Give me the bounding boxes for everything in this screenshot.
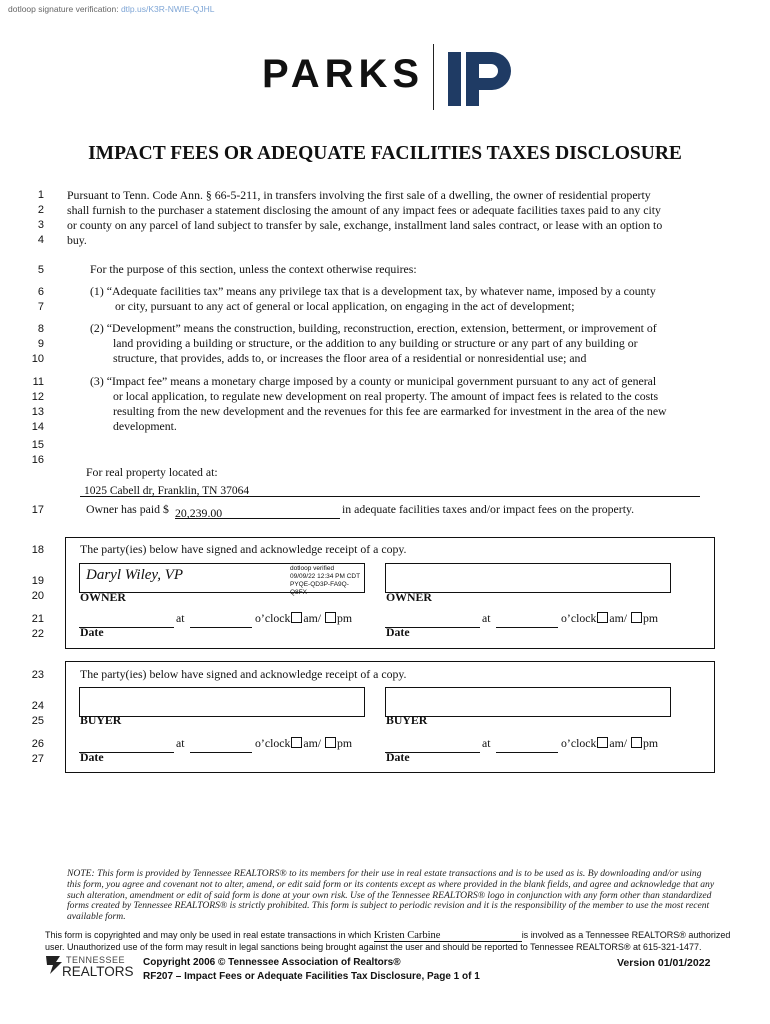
logo-tennessee: TENNESSEE xyxy=(66,955,126,965)
am-label: am/ xyxy=(303,736,322,750)
line-number: 18 xyxy=(31,544,44,556)
line-number: 12 xyxy=(31,391,44,403)
owner-time-field-2[interactable] xyxy=(496,614,558,628)
line-number: 10 xyxy=(31,353,44,365)
buyer-label-2: BUYER xyxy=(386,713,428,727)
definition-impact-fee xyxy=(90,374,710,434)
line-number: 13 xyxy=(31,406,44,418)
at-label: at xyxy=(482,611,491,625)
line-number: 11 xyxy=(32,376,44,388)
am-label: am/ xyxy=(609,736,628,750)
line-number: 19 xyxy=(31,575,44,587)
owner-signature: Daryl Wiley, VP xyxy=(86,567,184,583)
pm-checkbox[interactable] xyxy=(631,612,642,623)
definition-line: (1) “Adequate facilities tax” means any privilege tax that is a development tax, by whatever name, imposed by a county xyxy=(90,284,656,298)
statute-line: Pursuant to Tenn. Code Ann. § 66-5-211, in transfers involving the first sale of a dwelling, the owner of residential property xyxy=(67,188,651,202)
verification-label: dotloop signature verification: xyxy=(8,4,119,14)
brand-logo-icon xyxy=(446,50,516,108)
definition-line: development. xyxy=(113,419,177,433)
buyer-time-field-1[interactable] xyxy=(190,739,252,753)
line-number: 4 xyxy=(37,234,44,246)
date-label: Date xyxy=(80,750,104,764)
pm-label: pm xyxy=(337,611,353,625)
tennessee-realtors-logo-icon xyxy=(44,952,64,976)
licensee-name: Kristen Carbine xyxy=(373,930,441,941)
copyright: Copyright 2006 © Tennessee Association of Realtors® xyxy=(143,957,401,968)
brand-name: PARKS xyxy=(262,52,425,96)
logo-realtors: REALTORS xyxy=(62,964,134,979)
owner-time-field-1[interactable] xyxy=(190,614,252,628)
line-number: 20 xyxy=(31,590,44,602)
line-number: 26 xyxy=(31,738,44,750)
definition-line: land providing a building or structure, or the addition to any building or structure or any part of any building or xyxy=(113,336,638,350)
definitions-intro: For the purpose of this section, unless the context otherwise requires: xyxy=(90,262,417,276)
line-number: 21 xyxy=(31,613,44,625)
oclock-label: o’clock xyxy=(561,611,597,625)
pm-checkbox[interactable] xyxy=(631,737,642,748)
line-number: 1 xyxy=(37,189,44,201)
owner-ack-text: The party(ies) below have signed and acknowledge receipt of a copy. xyxy=(80,542,407,556)
line-number: 14 xyxy=(31,421,44,433)
am-checkbox[interactable] xyxy=(291,737,302,748)
usage-statement xyxy=(45,930,735,953)
verification-link[interactable]: dtlp.us/K3R-NWIE-QJHL xyxy=(120,4,215,14)
page-title: IMPACT FEES OR ADEQUATE FACILITIES TAXES DISCLOSURE xyxy=(88,143,682,164)
owner-paid-amount: 20,239.00 xyxy=(175,506,223,520)
pm-checkbox[interactable] xyxy=(325,737,336,748)
line-number: 9 xyxy=(37,338,44,350)
time-ampm-1 xyxy=(255,611,352,626)
at-label: at xyxy=(176,736,185,750)
line-number: 25 xyxy=(31,715,44,727)
dotloop-verified-stamp xyxy=(290,565,364,597)
line-number: 3 xyxy=(37,219,44,231)
oclock-label: o’clock xyxy=(255,736,291,750)
licensee-field[interactable] xyxy=(374,930,522,942)
am-checkbox[interactable] xyxy=(597,612,608,623)
property-address-value: 1025 Cabell dr, Franklin, TN 37064 xyxy=(84,485,250,497)
owner-paid-amount-field[interactable] xyxy=(175,504,340,519)
property-address-field[interactable] xyxy=(80,481,700,497)
time-ampm-3 xyxy=(255,736,352,751)
pm-label: pm xyxy=(643,736,659,750)
legal-note: NOTE: This form is provided by Tennessee REALTORS® to its members for their use in real estate transactions and is to be used as is. By downloading and/or using this form, you agree and covenant not to alter, amend, or edit said form or its contents except as where provided in the blank fields, and agree and acknowledge that any such alteration, amendment or edit of said form is done at your own risk. Use of the Tennessee REALTORS® logo in conjunction with any form other than standardized forms created by Tennessee REALTORS® is strictly prohibited. This form is subject to periodic revision and it is the responsibility of the member to use the most recent available form. xyxy=(67,868,715,923)
time-ampm-4 xyxy=(561,736,658,751)
oclock-label: o’clock xyxy=(561,736,597,750)
version: Version 01/01/2022 xyxy=(617,957,711,969)
definition-line: (3) “Impact fee” means a monetary charge imposed by a county or municipal government pursuant to any act of general xyxy=(90,374,657,388)
buyer-label-1: BUYER xyxy=(80,713,122,727)
line-number: 15 xyxy=(31,439,44,451)
definition-line: resulting from the new development and the revenues for this fee are earmarked for investment in the area of the new xyxy=(113,404,667,418)
am-checkbox[interactable] xyxy=(291,612,302,623)
buyer-signature-box-2[interactable] xyxy=(385,687,671,717)
definition-line: or local application, to regulate new development on real property. The amount of impact fees is related to the costs xyxy=(113,389,659,403)
property-label: For real property located at: xyxy=(86,465,218,479)
date-label: Date xyxy=(386,750,410,764)
stamp-date: 09/09/22 12:34 PM CDT xyxy=(290,573,361,580)
buyer-ack-text: The party(ies) below have signed and acknowledge receipt of a copy. xyxy=(80,667,407,681)
owner-label-1: OWNER xyxy=(80,590,126,604)
buyer-signature-box-1[interactable] xyxy=(79,687,365,717)
at-label: at xyxy=(482,736,491,750)
at-label: at xyxy=(176,611,185,625)
stamp-code: PYQE-QD3P-FA9Q-Q8FX xyxy=(290,581,349,596)
definition-development xyxy=(90,321,710,366)
statute-line: buy. xyxy=(67,233,87,247)
line-number: 2 xyxy=(37,204,44,216)
line-number: 7 xyxy=(37,301,44,313)
usage-pre: This form is copyrighted and may only be used in real estate transactions in which xyxy=(45,930,372,940)
am-label: am/ xyxy=(303,611,322,625)
am-checkbox[interactable] xyxy=(597,737,608,748)
statute-line: shall furnish to the purchaser a statement disclosing the amount of any impact fees or adequate facilities taxes paid to any city xyxy=(67,203,661,217)
owner-paid-suffix: in adequate facilities taxes and/or impact fees on the property. xyxy=(342,502,635,516)
form-id: RF207 – Impact Fees or Adequate Facilities Tax Disclosure, Page 1 of 1 xyxy=(143,971,480,982)
date-label: Date xyxy=(80,625,104,639)
line-number: 16 xyxy=(31,454,44,466)
pm-label: pm xyxy=(337,736,353,750)
definition-line: or city, pursuant to any act of general or local application, on engaging in the act of development; xyxy=(115,299,575,313)
line-number: 6 xyxy=(37,286,44,298)
logo-divider xyxy=(433,44,434,110)
line-number: 22 xyxy=(31,628,44,640)
verification-line xyxy=(8,4,214,14)
am-label: am/ xyxy=(609,611,628,625)
line-number: 27 xyxy=(31,753,44,765)
owner-signature-box-2[interactable] xyxy=(385,563,671,593)
line-number: 24 xyxy=(31,700,44,712)
owner-label-2: OWNER xyxy=(386,590,432,604)
line-number: 17 xyxy=(31,504,44,516)
owner-signature-box-1[interactable] xyxy=(79,563,365,596)
definition-adequate-facilities-tax xyxy=(90,284,710,314)
statute-paragraph xyxy=(67,188,717,248)
statute-line: or county on any parcel of land subject to transfer by sale, exchange, installment land sales contract, or lease with an option to xyxy=(67,218,663,232)
oclock-label: o’clock xyxy=(255,611,291,625)
usage-post: is involved as a Tennessee REALTORS® authorized xyxy=(521,930,731,940)
usage-line2: user. Unauthorized use of the form may result in legal sanctions being brought against the user and should be reported to Tennessee REALTORS® at 615-321-1477. xyxy=(45,942,702,952)
definition-line: structure, that provides, adds to, or increases the floor area of a residential or nonresidential use; and xyxy=(113,351,587,365)
definition-line: (2) “Development” means the construction, building, reconstruction, erection, extension, betterment, or improvement of xyxy=(90,321,657,335)
buyer-time-field-2[interactable] xyxy=(496,739,558,753)
owner-paid-label: Owner has paid $ xyxy=(86,502,169,516)
pm-label: pm xyxy=(643,611,659,625)
line-number: 8 xyxy=(37,323,44,335)
line-number: 5 xyxy=(37,264,44,276)
line-number: 23 xyxy=(31,669,44,681)
time-ampm-2 xyxy=(561,611,658,626)
stamp-verified: dotloop verified xyxy=(290,565,335,572)
date-label: Date xyxy=(386,625,410,639)
pm-checkbox[interactable] xyxy=(325,612,336,623)
